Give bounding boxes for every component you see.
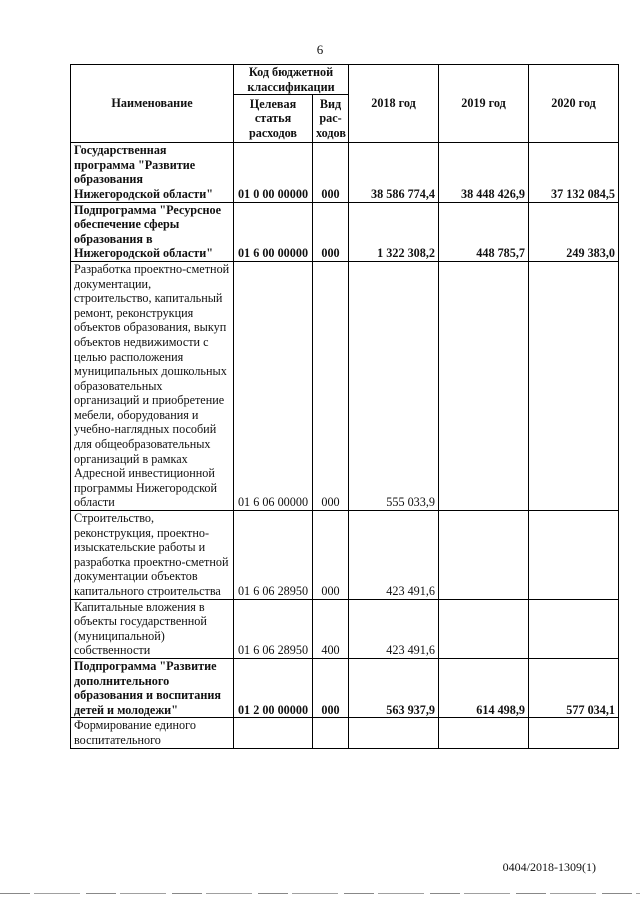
row-2020 — [529, 718, 619, 748]
row-expense-type: 000 — [313, 143, 349, 202]
row-2018: 1 322 308,2 — [349, 202, 439, 261]
header-2018: 2018 год — [349, 65, 439, 143]
row-2019: 614 498,9 — [439, 658, 529, 717]
row-expense-type: 000 — [313, 202, 349, 261]
row-expense-type: 400 — [313, 599, 349, 658]
table-row — [71, 599, 619, 658]
row-expense-type: 000 — [313, 658, 349, 717]
header-name: Наименование — [71, 65, 234, 143]
row-expense-type: 000 — [313, 511, 349, 600]
row-2018: 555 033,9 — [349, 261, 439, 510]
row-name: Формирование единого воспитательного — [71, 718, 234, 748]
row-2018 — [349, 718, 439, 748]
row-code: 01 6 06 28950 — [234, 511, 313, 600]
row-2018: 423 491,6 — [349, 511, 439, 600]
row-2019 — [439, 599, 529, 658]
row-code: 01 6 00 00000 — [234, 202, 313, 261]
scan-artifact-line — [0, 893, 640, 894]
row-expense-type — [313, 718, 349, 748]
row-2020: 37 132 084,5 — [529, 143, 619, 202]
row-2018: 563 937,9 — [349, 658, 439, 717]
table-row — [71, 658, 619, 717]
row-2020 — [529, 511, 619, 600]
document-code: 0404/2018-1309(1) — [502, 860, 596, 874]
row-code: 01 0 00 00000 — [234, 143, 313, 202]
row-2020 — [529, 261, 619, 510]
row-name: Подпрограмма "Ресурсное обеспечение сферы образования в Нижегородской области" — [71, 202, 234, 261]
budget-table — [70, 64, 619, 749]
row-2018: 423 491,6 — [349, 599, 439, 658]
row-2019 — [439, 511, 529, 600]
row-2020 — [529, 599, 619, 658]
row-2018: 38 586 774,4 — [349, 143, 439, 202]
row-name: Подпрограмма "Развитие дополнительного образования и воспитания детей и молодежи" — [71, 658, 234, 717]
row-name: Государственная программа "Развитие образования Нижегородской области" — [71, 143, 234, 202]
row-name: Разработка проектно-сметной документации, строительство, капитальный ремонт, реконструкция объектов образования, выкуп объектов недвижимости с целью расположения муниципальных дошкольных образовательных организаций и приобретение мебели, оборудования и учебно-наглядных пособий для общеобразовательных организаций в рамках Адресной инвестиционной программы Нижегородской области — [71, 261, 234, 510]
row-2019 — [439, 718, 529, 748]
header-target-article: Целевая статья расходов — [234, 95, 313, 143]
row-expense-type: 000 — [313, 261, 349, 510]
page-number: 6 — [316, 42, 324, 57]
row-2019: 38 448 426,9 — [439, 143, 529, 202]
row-2019: 448 785,7 — [439, 202, 529, 261]
row-code: 01 6 06 28950 — [234, 599, 313, 658]
header-expense-type: Вид рас-ходов — [313, 95, 349, 143]
row-code: 01 6 06 00000 — [234, 261, 313, 510]
row-name: Строительство, реконструкция, проектно-изыскательские работы и разработка проектно-сметной документации объектов капитального строительства — [71, 511, 234, 600]
row-code — [234, 718, 313, 748]
table-row — [71, 143, 619, 202]
header-classification: Код бюджетной классификации — [234, 65, 349, 95]
row-name: Капитальные вложения в объекты государственной (муниципальной) собственности — [71, 599, 234, 658]
header-2019: 2019 год — [439, 65, 529, 143]
row-2020: 577 034,1 — [529, 658, 619, 717]
row-2019 — [439, 261, 529, 510]
header-2020: 2020 год — [529, 65, 619, 143]
table-row — [71, 718, 619, 748]
table-row — [71, 511, 619, 600]
row-2020: 249 383,0 — [529, 202, 619, 261]
table-row — [71, 202, 619, 261]
table-row — [71, 261, 619, 510]
row-code: 01 2 00 00000 — [234, 658, 313, 717]
